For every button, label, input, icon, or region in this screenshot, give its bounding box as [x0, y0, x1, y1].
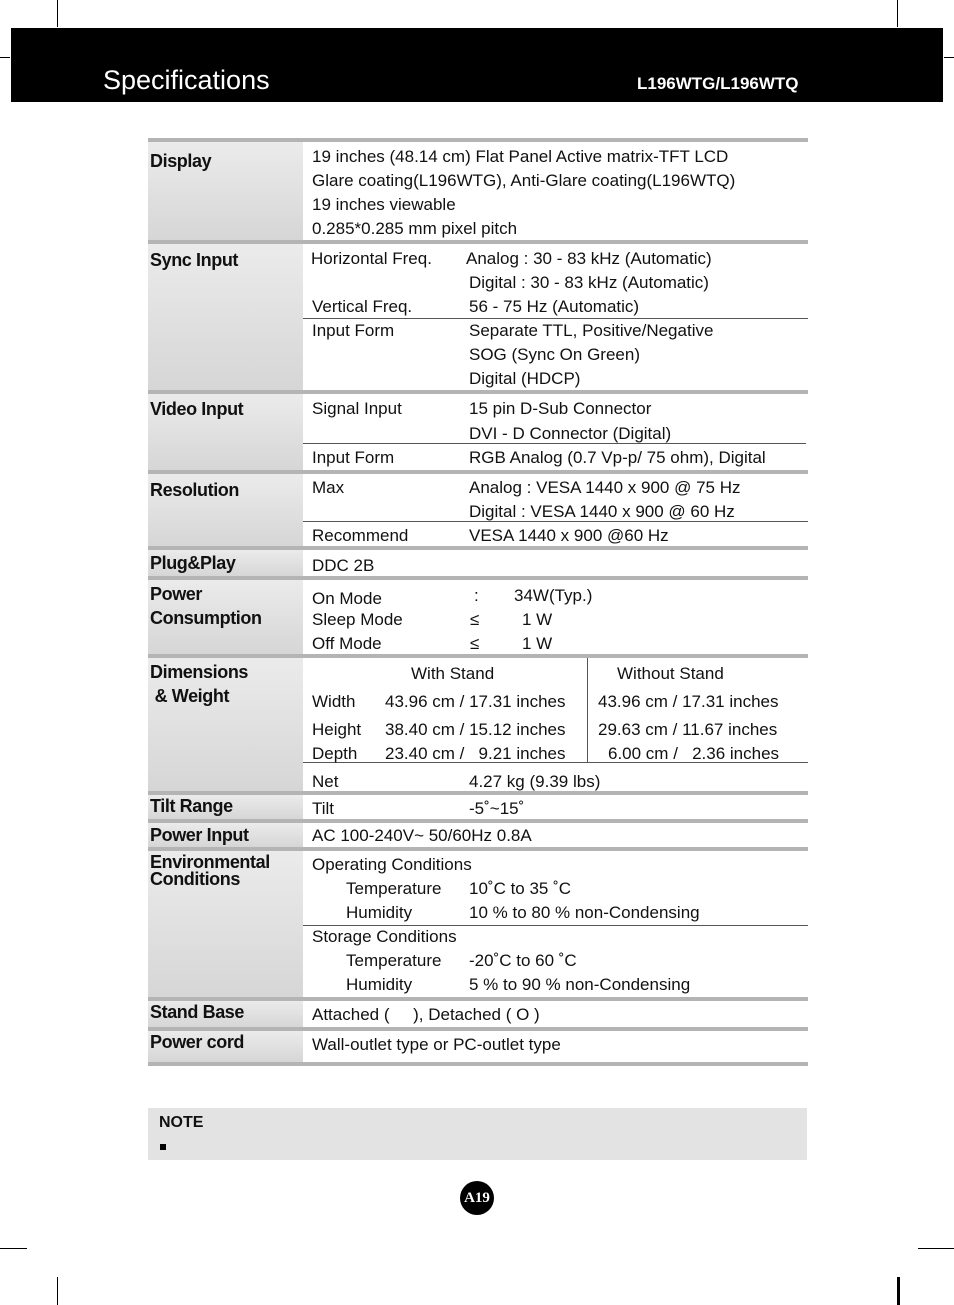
label-text: Dimensions & Weight [150, 662, 249, 706]
dim-depth-with: 23.40 cm / 9.21 inches [385, 744, 566, 763]
crop-mark [0, 57, 10, 58]
power-off-sym: ≤ [470, 634, 480, 653]
label-text: Power cord [150, 1032, 245, 1052]
env-st-temp-label: Temperature [346, 951, 442, 970]
note-box [148, 1108, 807, 1160]
dim-width-without: 43.96 cm / 17.31 inches [598, 692, 779, 711]
dim-depth-label: Depth [312, 744, 358, 763]
env-st-temp-value: -20˚C to 60 ˚C [469, 951, 577, 970]
env-operating-title: Operating Conditions [312, 855, 472, 874]
display-line: 19 inches viewable [312, 195, 456, 214]
env-op-hum-value: 10 % to 80 % non-Condensing [469, 903, 700, 922]
label-power-cord [148, 1031, 303, 1062]
dim-height-label: Height [312, 720, 362, 739]
label-text: Power Input [150, 825, 249, 845]
label-video-input [148, 394, 303, 470]
section-divider [148, 138, 808, 142]
label-text: Plug&Play [150, 553, 236, 573]
sync-form-value: Separate TTL, Positive/Negative [469, 321, 714, 340]
model-number: L196WTG/L196WTQ [637, 74, 799, 93]
dim-with-stand-header: With Stand [411, 664, 495, 683]
sync-form-value: SOG (Sync On Green) [469, 345, 640, 364]
dim-width-label: Width [312, 692, 356, 711]
section-divider [148, 546, 808, 550]
crop-mark [897, 1277, 900, 1305]
video-signal-label: Signal Input [312, 399, 402, 418]
section-divider [148, 576, 808, 580]
env-st-hum-label: Humidity [346, 975, 413, 994]
env-st-hum-value: 5 % to 90 % non-Condensing [469, 975, 691, 994]
power-cord-value: Wall-outlet type or PC-outlet type [312, 1035, 561, 1054]
sync-h-label: Horizontal Freq. [311, 249, 432, 268]
section-divider [148, 847, 808, 851]
page-header [11, 28, 943, 102]
section-divider [148, 1062, 808, 1066]
dim-without-stand-header: Without Stand [617, 664, 724, 683]
section-divider [148, 390, 808, 394]
dim-height-without: 29.63 cm / 11.67 inches [598, 720, 778, 739]
bullet-icon [160, 1144, 166, 1150]
label-resolution [148, 474, 303, 546]
crop-mark [944, 57, 954, 58]
tilt-label: Tilt [312, 799, 335, 818]
section-divider [148, 470, 808, 474]
label-text: Video Input [150, 399, 244, 419]
dim-net-label: Net [312, 772, 339, 791]
label-text: Tilt Range [150, 796, 233, 816]
resolution-max-label: Max [312, 478, 345, 497]
label-power-input [148, 823, 303, 847]
label-sync-input [148, 244, 303, 390]
resolution-max-value: Digital : VESA 1440 x 900 @ 60 Hz [469, 502, 735, 521]
resolution-rec-label: Recommend [312, 526, 409, 545]
power-off-label: Off Mode [312, 634, 382, 653]
power-sleep-sym: ≤ [470, 610, 480, 629]
video-form-value: RGB Analog (0.7 Vp-p/ 75 ohm), Digital [469, 448, 766, 467]
section-divider [148, 654, 808, 658]
video-form-label: Input Form [312, 448, 395, 467]
page-title: Specifications [103, 65, 270, 95]
stand-base-value: Attached ( ), Detached ( O ) [312, 1005, 540, 1024]
env-storage-title: Storage Conditions [312, 927, 457, 946]
section-divider [148, 1027, 808, 1031]
note-title: NOTE [159, 1114, 204, 1131]
page-number: A19 [460, 1181, 494, 1215]
row-divider [303, 925, 808, 926]
sync-form-value: Digital (HDCP) [469, 369, 581, 388]
power-input-value: AC 100-240V~ 50/60Hz 0.8A [312, 826, 532, 845]
power-off-value: 1 W [522, 634, 553, 653]
crop-mark [57, 0, 58, 27]
label-display [148, 142, 303, 240]
sync-v-value: 56 - 75 Hz (Automatic) [469, 297, 640, 316]
label-power-consumption [148, 580, 303, 654]
label-text: Sync Input [150, 250, 239, 270]
sync-h-analog: Analog : 30 - 83 kHz (Automatic) [466, 249, 712, 268]
crop-mark [0, 1248, 27, 1249]
sync-form-label: Input Form [312, 321, 395, 340]
section-divider [148, 240, 808, 244]
crop-mark [918, 1248, 954, 1249]
label-dimensions-weight [148, 658, 303, 791]
dim-net-value: 4.27 kg (9.39 lbs) [469, 772, 601, 791]
label-stand-base [148, 1001, 303, 1027]
sync-v-label: Vertical Freq. [312, 297, 413, 316]
label-text: Display [150, 151, 212, 171]
display-line: 0.285*0.285 mm pixel pitch [312, 219, 518, 238]
env-op-temp-value: 10˚C to 35 ˚C [469, 879, 572, 898]
sync-h-digital: Digital : 30 - 83 kHz (Automatic) [469, 273, 709, 292]
dim-height-with: 38.40 cm / 15.12 inches [385, 720, 566, 739]
dim-depth-without: 6.00 cm / 2.36 inches [608, 744, 780, 763]
power-sleep-label: Sleep Mode [312, 610, 403, 629]
column-divider [587, 658, 588, 762]
display-line: Glare coating(L196WTG), Anti-Glare coating(L196WTQ) [312, 171, 736, 190]
section-divider [148, 819, 808, 823]
plug-play-value: DDC 2B [312, 556, 375, 575]
label-tilt-range [148, 795, 303, 819]
label-plug-play [148, 550, 303, 576]
tilt-value: -5˚~15˚ [469, 799, 525, 818]
power-sleep-value: 1 W [522, 610, 553, 629]
dim-width-with: 43.96 cm / 17.31 inches [385, 692, 566, 711]
label-environmental [148, 851, 303, 997]
power-on-label: On Mode [312, 589, 382, 608]
display-line: 19 inches (48.14 cm) Flat Panel Active matrix-TFT LCD [312, 147, 729, 166]
resolution-max-value: Analog : VESA 1440 x 900 @ 75 Hz [469, 478, 741, 497]
power-on-sym: : [474, 586, 479, 605]
label-text: Resolution [150, 480, 239, 500]
env-op-temp-label: Temperature [346, 879, 442, 898]
crop-mark [57, 1277, 58, 1305]
power-on-value: 34W(Typ.) [514, 586, 593, 605]
label-text: Power Consumption [150, 584, 262, 628]
label-text: Environmental Conditions [150, 852, 270, 889]
video-signal-value: 15 pin D-Sub Connector [469, 399, 652, 418]
row-divider [303, 318, 808, 319]
env-op-hum-label: Humidity [346, 903, 413, 922]
label-text: Stand Base [150, 1002, 245, 1022]
crop-mark [897, 0, 898, 27]
video-signal-value: DVI - D Connector (Digital) [469, 424, 672, 443]
resolution-rec-value: VESA 1440 x 900 @60 Hz [469, 526, 669, 545]
section-divider [148, 997, 808, 1001]
